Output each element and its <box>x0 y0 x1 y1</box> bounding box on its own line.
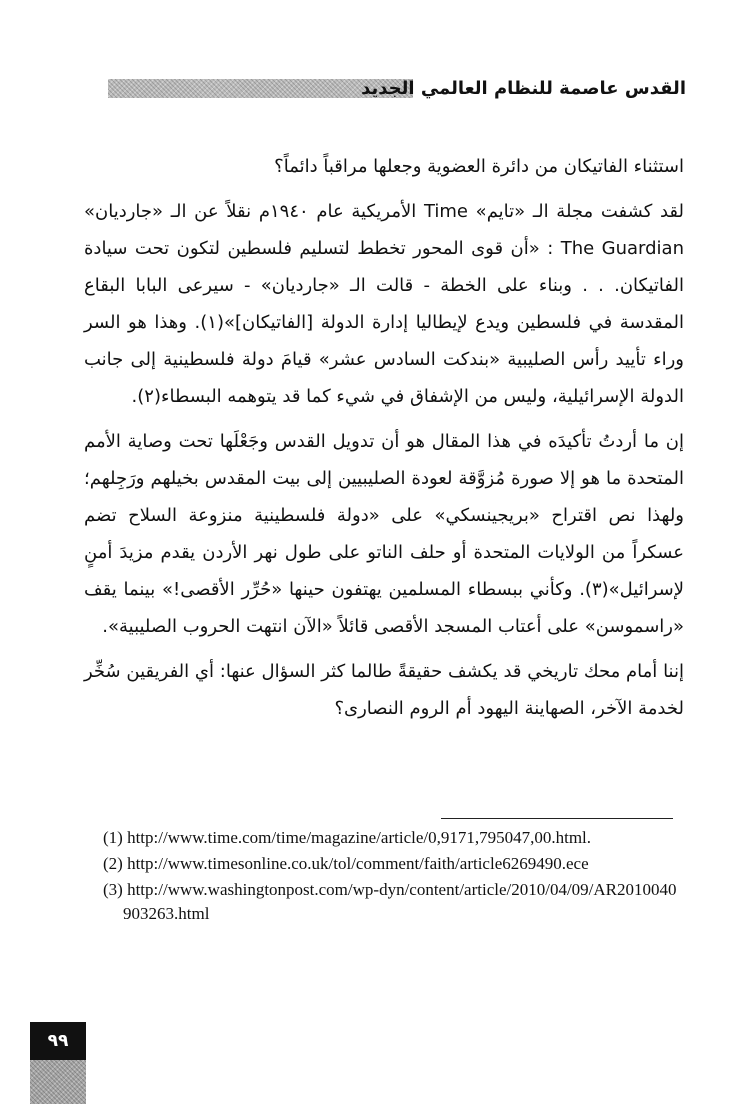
footnotes <box>103 826 683 928</box>
footnote-1: (1) http://www.time.com/time/magazine/article/0,9171,795047,00.html. <box>103 828 592 847</box>
running-header <box>108 76 688 102</box>
page-number-strip <box>30 1060 86 1104</box>
footnote-2: (2) http://www.timesonline.co.uk/tol/comment/faith/article6269490.ece <box>103 854 589 873</box>
page-number: ٩٩ <box>30 1022 86 1060</box>
paragraph-2: لقد كشفت مجلة الـ «تايم» Time الأمريكية عام ١٩٤٠م نقلاً عن الـ «جارديان» The Guardian : «أن قوى المحور تخطط لتسليم فلسطين لتكون تحت سيادة الفاتيكان. . . وبناء على الخطة - قالت الـ «جارديان» - سيرعى البابا البقاع المقدسة في فلسطين ويدع لإيطاليا إدارة الدولة [الفاتيكان]»(١). وهذا هو السر وراء تأييد رأس الصليبية «بندكت السادس عشر» قيامَ دولة فلسطينية إلى جانب الدولة الإسرائيلية، وليس من الإشفاق في شيء كما قد يتوهمه البسطاء(٢). <box>84 201 684 407</box>
footnote-divider <box>441 818 673 819</box>
running-header-title: القدس عاصمة للنظام العالمي الجديد <box>361 78 686 99</box>
footnote-3: (3) http://www.washingtonpost.com/wp-dyn/content/article/2010/04/09/AR2010040903263.html <box>103 880 677 923</box>
paragraph-4: إننا أمام محك تاريخي قد يكشف حقيقةً طالما كثر السؤال عنها: أي الفريقين سُخِّر لخدمة الآخر، الصهاينة اليهود أم الروم النصارى؟ <box>84 661 684 719</box>
body-text <box>84 148 684 733</box>
paragraph-1: استثناء الفاتيكان من دائرة العضوية وجعلها مراقباً دائماً؟ <box>274 156 684 177</box>
paragraph-3: إن ما أردتُ تأكيدَه في هذا المقال هو أن تدويل القدس وجَعْلَها تحت وصاية الأمم المتحدة ما هو إلا صورة مُزوَّقة لعودة الصليبيين إلى بيت المقدس بخيلهم ورَجِلهم؛ ولهذا نص اقتراح «بريجينسكي» على «دولة فلسطينية منزوعة السلاح تضم عسكراً من الولايات المتحدة أو حلف الناتو على طول نهر الأردن يقدم مزيدَ أمنٍ لإسرائيل»(٣). وكأني ببسطاء المسلمين يهتفون حينها «حُرِّر الأقصى!» بينما يقف «راسموسن» على أعتاب المسجد الأقصى قائلاً «الآن انتهت الحروب الصليبية». <box>84 431 684 637</box>
